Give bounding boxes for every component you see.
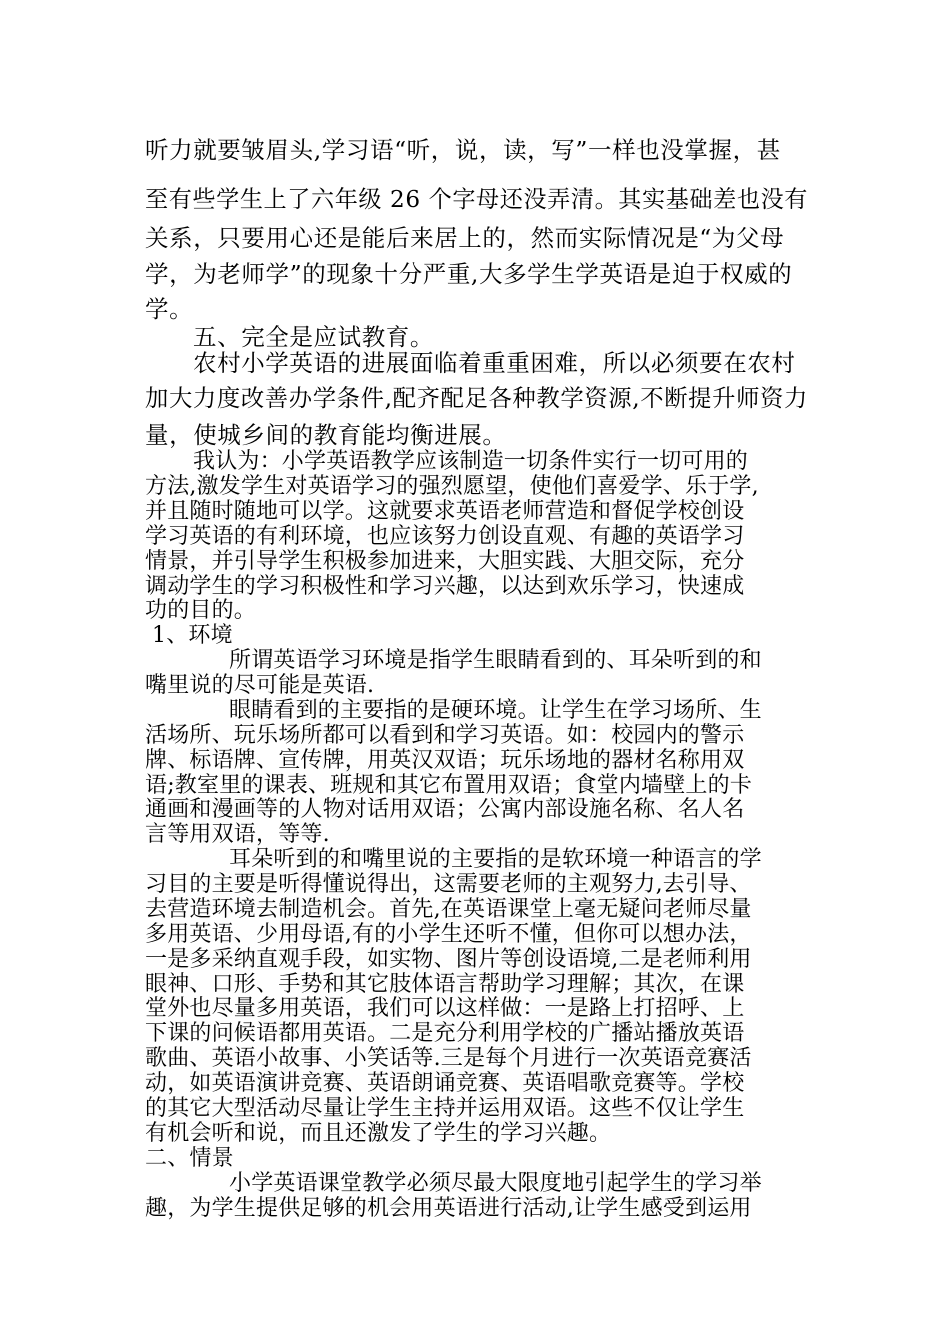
text-line: 活场所、玩乐场所都可以看到和学习英语。如：校园内的警示 [145, 723, 745, 748]
text-line: 的其它大型活动尽量让学生主持并运用双语。这些不仅让学生 [145, 1096, 745, 1121]
text-line: 嘴里说的尽可能是英语. [145, 673, 375, 698]
section-heading: 1、环境 [152, 623, 233, 648]
text-line: 方法,激发学生对英语学习的强烈愿望，使他们喜爱学、乐于学, [145, 474, 759, 499]
text-line: 言等用双语，等等. [145, 822, 330, 847]
text-line: 我认为：小学英语教学应该制造一切条件实行一切可用的 [193, 449, 749, 474]
text-line: 动，如英语演讲竞赛、英语朗诵竞赛、英语唱歌竞赛等。学校 [145, 1071, 745, 1096]
text-line: 听力就要皱眉头,学习语“听，说，读，写”一样也没掌握，甚 [145, 136, 781, 164]
text-line: 情景，并引导学生积极参加进来，大胆实践、大胆交际，充分 [145, 549, 745, 574]
text-line: 语;教室里的课表、班规和其它布置用双语；食堂内墙壁上的卡 [145, 773, 753, 798]
text-line: 眼睛看到的主要指的是硬环境。让学生在学习场所、生 [229, 698, 762, 723]
text-line: 学。 [145, 295, 194, 323]
text-line: 并且随时随地可以学。这就要求英语老师营造和督促学校创设 [145, 499, 745, 524]
text-line: 学习英语的有利环境，也应该努力创设直观、有趣的英语学习 [145, 524, 745, 549]
text-line: 通画和漫画等的人物对话用双语；公寓内部设施名称、名人名 [145, 797, 745, 822]
text-line: 学，为老师学”的现象十分严重,大多学生学英语是迫于权威的 [145, 260, 793, 288]
section-heading: 五、完全是应试教育。 [193, 323, 434, 351]
text-line: 小学英语课堂教学必须尽最大限度地引起学生的学习举 [229, 1171, 762, 1196]
text-line: 习目的主要是听得懂说得出，这需要老师的主观努力,去引导、 [145, 872, 752, 897]
text-line: 堂外也尽量多用英语，我们可以这样做：一是路上打招呼、上 [145, 996, 745, 1021]
text-line: 趣，为学生提供足够的机会用英语进行活动,让学生感受到运用 [145, 1196, 752, 1221]
text-line: 去营造环境去制造机会。首先,在英语课堂上毫无疑问老师尽量 [145, 897, 752, 922]
text-line: 牌、标语牌、宣传牌，用英汉双语；玩乐场地的器材名称用双 [145, 748, 745, 773]
text-line: 多用英语、少用母语,有的小学生还听不懂，但你可以想办法， [145, 922, 752, 947]
text-line: 下课的问候语都用英语。二是充分利用学校的广播站播放英语 [145, 1021, 745, 1046]
text-line: 一是多采纳直观手段，如实物、图片等创设语境,二是老师利用 [145, 947, 752, 972]
text-line: 歌曲、英语小故事、小笑话等.三是每个月进行一次英语竞赛活 [145, 1046, 752, 1071]
text-line: 量，使城乡间的教育能均衡进展。 [145, 421, 507, 449]
text-line: 至有些学生上了六年级 26 个字母还没弄清。其实基础差也没有 [145, 185, 808, 213]
section-heading: 二、情景 [145, 1146, 234, 1171]
text-line: 所谓英语学习环境是指学生眼睛看到的、耳朵听到的和 [229, 648, 762, 673]
text-line: 农村小学英语的进展面临着重重困难，所以必须要在农村 [193, 349, 796, 377]
text-line: 有机会听和说，而且还激发了学生的学习兴趣。 [145, 1121, 612, 1146]
text-line: 关系，只要用心还是能后来居上的，然而实际情况是“为父母 [145, 224, 785, 252]
text-line: 加大力度改善办学条件,配齐配足各种教学资源,不断提升师资力 [145, 384, 808, 412]
text-line: 调动学生的学习积极性和学习兴趣，以达到欢乐学习，快速成 [145, 574, 745, 599]
text-line: 耳朵听到的和嘴里说的主要指的是软环境一种语言的学 [229, 847, 762, 872]
text-line: 眼神、口形、手势和其它肢体语言帮助学习理解；其次，在课 [145, 972, 745, 997]
text-line: 功的目的。 [145, 598, 257, 623]
